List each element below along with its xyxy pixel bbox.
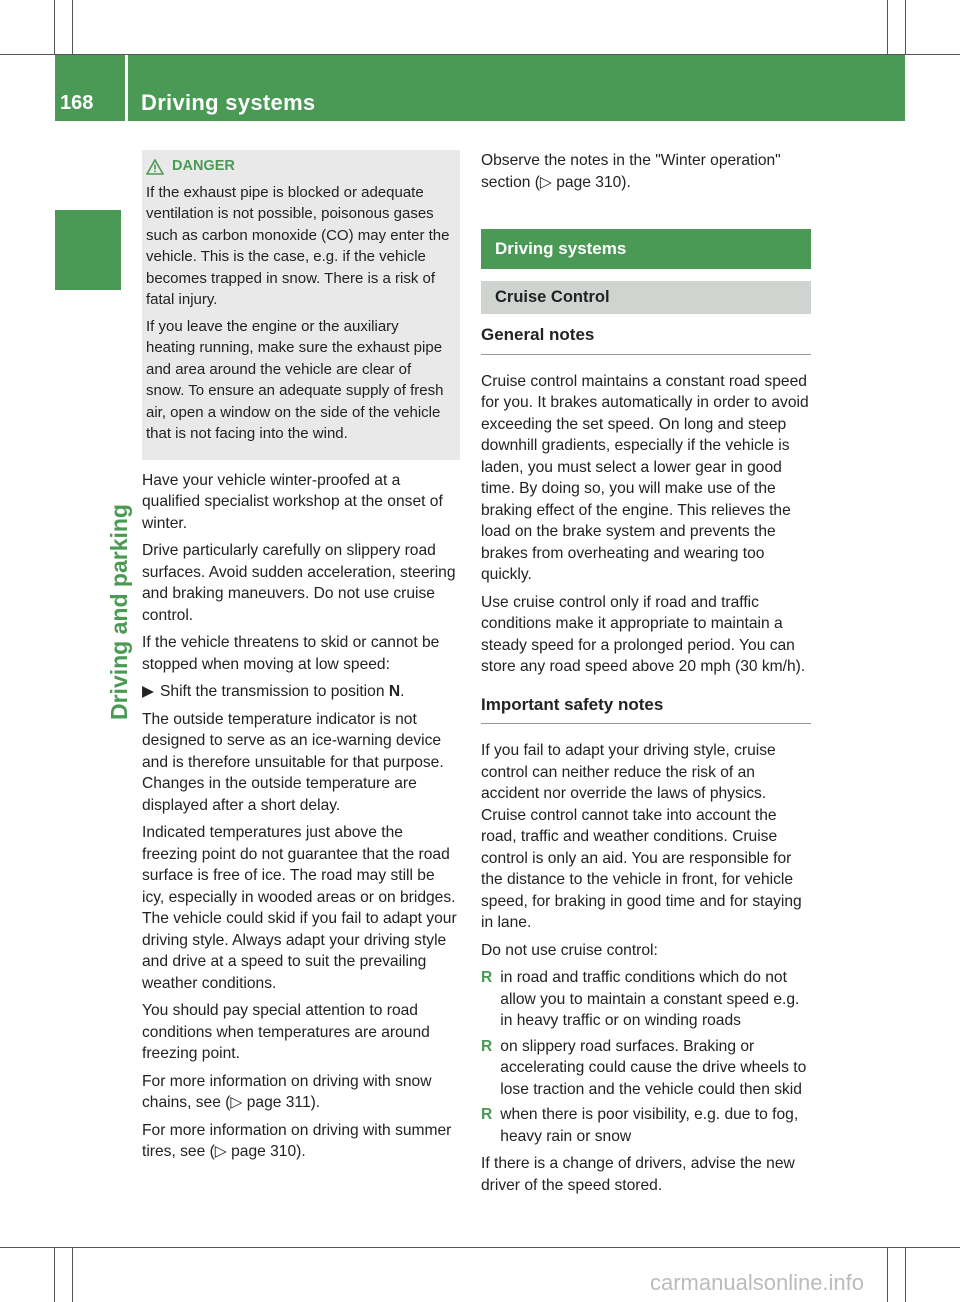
crop-mark	[72, 0, 73, 55]
heading-general-notes: General notes	[481, 324, 811, 355]
section-title: Driving systems	[481, 229, 811, 269]
bullet-icon: R	[481, 1037, 493, 1055]
list-item-text: when there is poor visibility, e.g. due to fog, heavy rain or snow	[500, 1106, 799, 1145]
instruction-key: N	[388, 683, 401, 700]
paragraph: Drive particularly carefully on slippery road surfaces. Avoid sudden acceleration, steering and braking maneuvers. Do not use cruise control.	[142, 542, 456, 624]
paragraph: Have your vehicle winter-proofed at a qualified specialist workshop at the onset of winter.	[142, 471, 443, 532]
side-tab-label: Driving and parking	[106, 504, 132, 720]
list-item	[481, 1104, 811, 1147]
crop-mark	[887, 0, 888, 55]
instruction-arrow-icon: ▶	[142, 683, 154, 700]
danger-title: DANGER	[172, 158, 235, 174]
instruction-end: .	[400, 683, 405, 700]
page-number: 168	[60, 92, 94, 114]
bullet-list	[481, 967, 811, 1147]
crop-mark	[72, 1247, 73, 1302]
paragraph: Indicated temperatures just above the freezing point do not guarantee that the road surface is free of ice. The road may still be icy, especially in wooded areas or on bridges. The vehicle could skid if you fail to adapt your driving style. Always adapt your driving style and drive at a speed to suit the prevailing weather conditions.	[142, 824, 457, 992]
paragraph: If there is a change of drivers, advise the new driver of the speed stored.	[481, 1155, 795, 1194]
paragraph: If the vehicle threatens to skid or cannot be stopped when moving at low speed:	[142, 634, 440, 673]
list-item	[481, 1036, 811, 1101]
crop-mark	[54, 0, 55, 55]
left-column	[142, 150, 460, 1169]
paragraph: Use cruise control only if road and traffic conditions make it appropriate to maintain a steady speed for a prolonged period. You can store any road speed above 20 mph (30 km/h).	[481, 593, 806, 675]
bullet-icon: R	[481, 969, 493, 986]
cross-reference[interactable]: For more information on driving with summer tires, see (▷ page 310).	[142, 1121, 452, 1160]
paragraph: You should pay special attention to road conditions when temperatures are around freezing point.	[142, 1002, 430, 1062]
crop-mark	[54, 1247, 55, 1302]
danger-header	[146, 156, 450, 178]
header-title: Driving systems	[141, 90, 316, 115]
instruction-body: Shift the transmission to position	[160, 683, 389, 700]
crop-mark	[905, 1247, 906, 1302]
paragraph: Do not use cruise control:	[481, 941, 658, 959]
right-column	[481, 150, 811, 1202]
paragraph: The outside temperature indicator is not designed to serve as an ice-warning device and is therefore unsuitable for that purpose. Changes in the outside temperature are displayed after a short delay.	[142, 710, 444, 814]
danger-paragraph: If you leave the engine or the auxiliary heating running, make sure the exhaust pipe and area around the vehicle are clear of snow. To ensure an adequate supply of fresh air, open a window on the side of the vehicle that is not facing into the wind.	[146, 317, 444, 442]
paragraph: Cruise control maintains a constant road speed for you. It brakes automatically in order to avoid exceeding the set speed. On long and steep downhill gradients, especially if the vehicle is laden, you must select a lower gear in good time. By doing so, you will make use of the braking effect of the engine. This relieves the load on the brake system and prevents the brakes from overheating and wearing too quickly.	[481, 372, 809, 583]
watermark: carmanualsonline.info	[650, 1270, 865, 1295]
danger-box	[142, 150, 460, 460]
cross-reference[interactable]: For more information on driving with snow chains, see (▷ page 311).	[142, 1072, 432, 1111]
instruction-step	[142, 681, 460, 703]
header-divider	[125, 55, 128, 121]
danger-paragraph: If the exhaust pipe is blocked or adequate ventilation is not possible, poisonous gases such as carbon monoxide (CO) may enter the vehicle. This is the case, e.g. if the vehicle becomes trapped in snow. There is a risk of fatal injury.	[146, 183, 450, 308]
crop-mark	[0, 1247, 960, 1248]
list-item-text: on slippery road surfaces. Braking or accelerating could cause the drive wheels to lose traction and the vehicle could then skid	[500, 1037, 807, 1098]
instruction-text	[160, 681, 404, 703]
cross-reference[interactable]: Observe the notes in the "Winter operation" section (▷ page 310).	[481, 152, 781, 191]
bullet-icon: R	[481, 1106, 493, 1123]
paragraph: If you fail to adapt your driving style, cruise control can neither reduce the risk of an accident nor override the laws of physics. Cruise control cannot take into account the road, traffic and weather conditions. Cruise control is only an aid. You are responsible for the distance to the vehicle in front, for vehicle speed, for braking in good time and for staying in lane.	[481, 742, 802, 931]
list-item	[481, 967, 811, 1032]
subsection-title: Cruise Control	[481, 281, 811, 315]
crop-mark	[905, 0, 906, 55]
side-tab-marker	[55, 210, 121, 290]
side-tab	[78, 360, 132, 720]
list-item-text: in road and traffic conditions which do not allow you to maintain a constant speed e.g. in heavy traffic or on winding roads	[500, 969, 800, 1029]
warning-triangle-icon	[146, 159, 164, 175]
heading-safety-notes: Important safety notes	[481, 694, 811, 725]
crop-mark	[887, 1247, 888, 1302]
